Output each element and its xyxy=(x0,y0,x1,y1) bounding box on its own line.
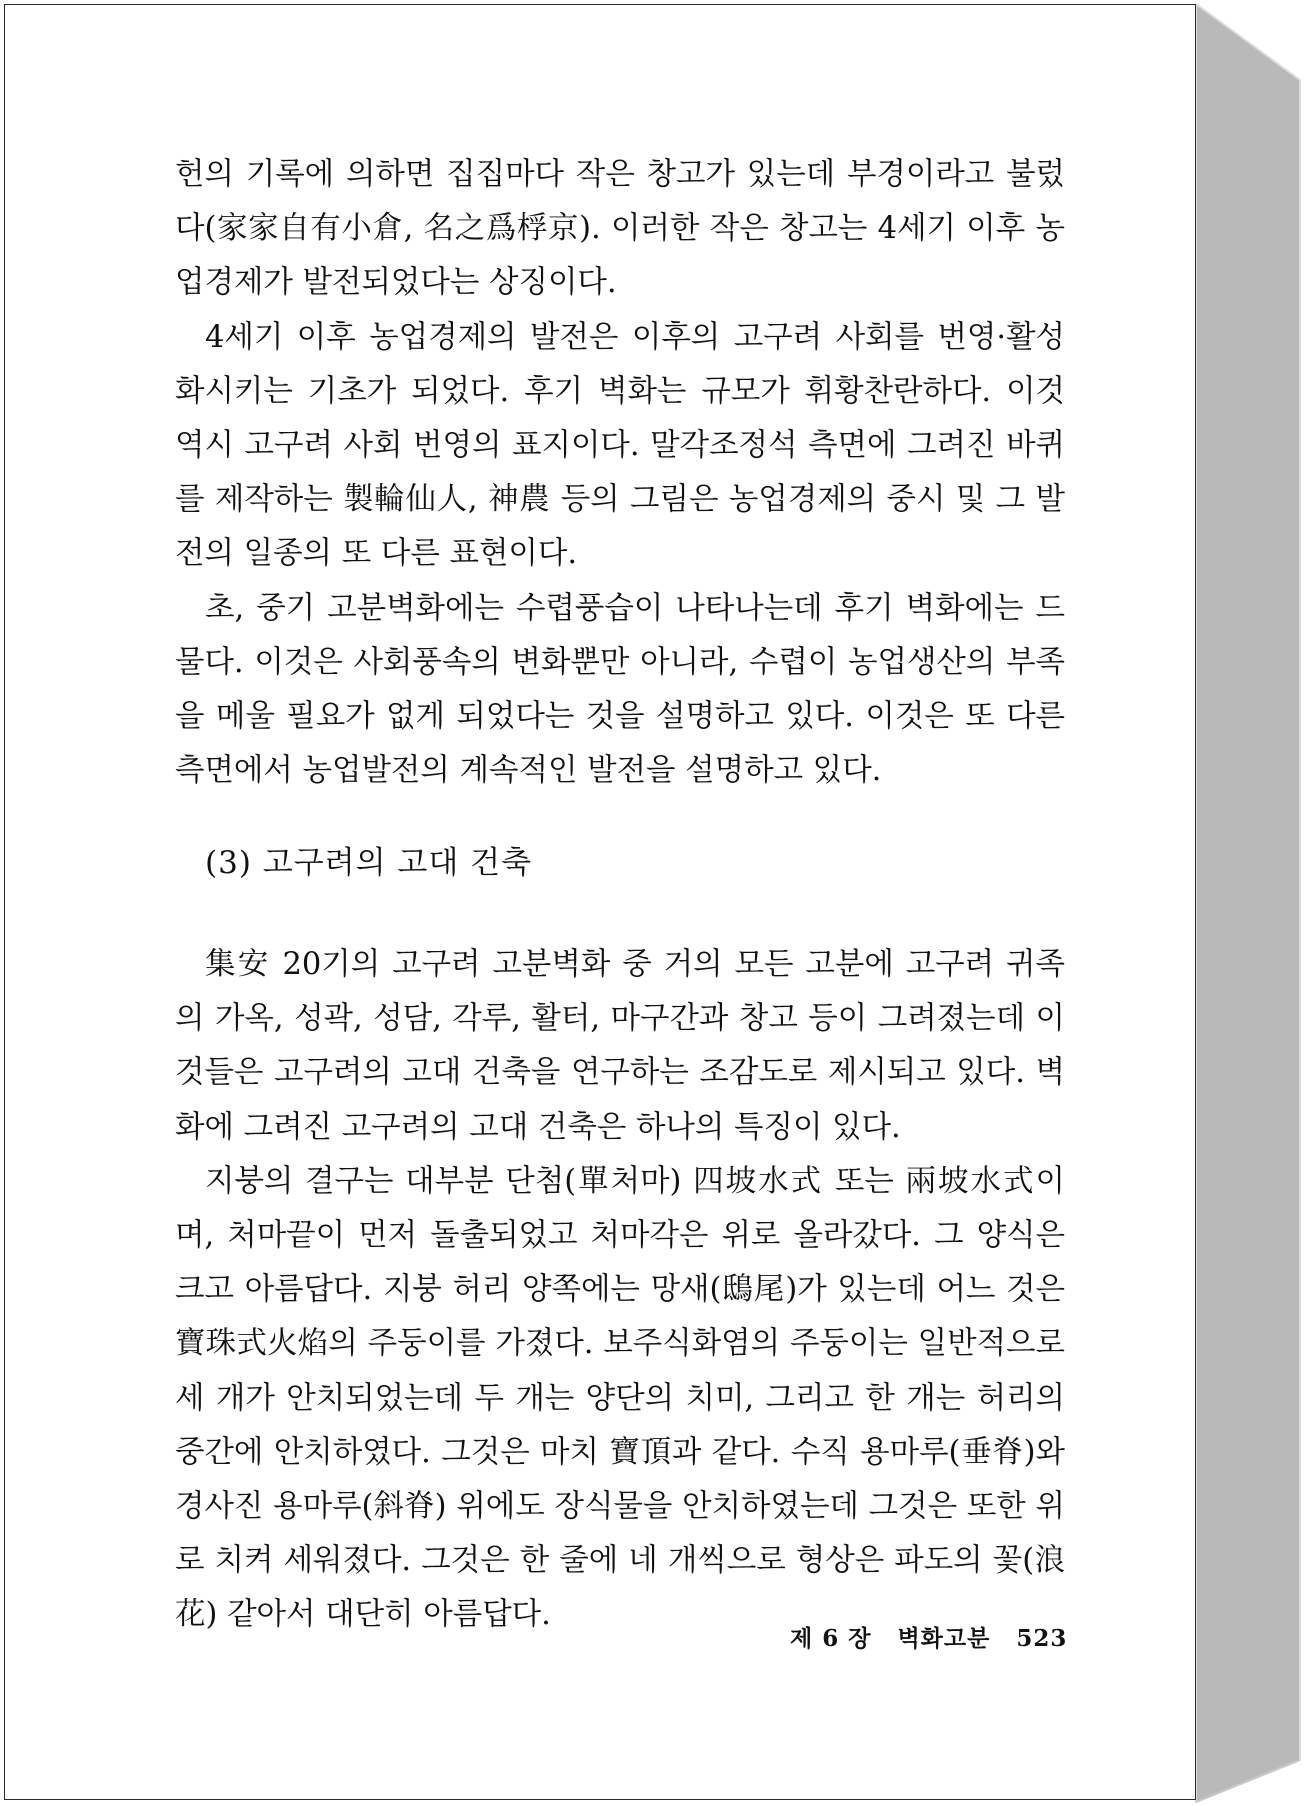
paragraph: 초, 중기 고분벽화에는 수렵풍습이 나타나는데 후기 벽화에는 드물다. 이것은 사회풍속의 변화뿐만 아니라, 수렵이 농업생산의 부족을 메울 필요가 없게 되었다는 것을 설명하고 있다. 이것은 또 다른 측면에서 농업발전의 계속적인 발전을 설명하고 있다. xyxy=(175,590,1065,789)
footer-chapter: 제 6 장 xyxy=(790,1625,872,1652)
paragraph: 헌의 기록에 의하면 집집마다 작은 창고가 있는데 부경이라고 불렀다(家家自有小倉, 名之爲桴京). 이러한 작은 창고는 4세기 이후 농업경제가 발전되었다는 상징이다. xyxy=(175,157,1065,301)
page-number: 523 xyxy=(1016,1625,1068,1652)
paragraph: 集安 20기의 고구려 고분벽화 중 거의 모든 고분에 고구려 귀족의 가옥, 성곽, 성담, 각루, 활터, 마구간과 창고 등이 그려졌는데 이것들은 고구려의 고대 건축을 연구하는 조감도로 제시되고 있다. 벽화에 그려진 고구려의 고대 건축은 하나의 특징이 있다. xyxy=(175,947,1065,1145)
paragraph: 지붕의 결구는 대부분 단첨(單처마) 四坡水式 또는 兩坡水式이며, 처마끝이 먼저 돌출되었고 처마각은 위로 올라갔다. 그 양식은 크고 아름답다. 지붕 허리 양쪽에는 망새(鴟尾)가 있는데 어느 것은 寶珠式火焰의 주둥이를 가졌다. 보주식화염의 주둥이는 일반적으로 세 개가 안치되었는데 두 개는 양단의 치미, 그리고 한 개는 허리의 중간에 안치하였다. 그것은 마치 寶頂과 같다. 수직 용마루(垂脊)와 경사진 용마루(斜脊) 위에도 장식물을 안치하였는데 그것은 또한 위로 치켜 세워졌다. 그것은 한 줄에 네 개씩으로 형상은 파도의 꽃(浪花) 같아서 대단히 아름답다. xyxy=(175,1163,1065,1633)
footer-chapter-title: 벽화고분 xyxy=(897,1625,991,1652)
paragraph: 4세기 이후 농업경제의 발전은 이후의 고구려 사회를 번영·활성화시키는 기초가 되었다. 후기 벽화는 규모가 휘황찬란하다. 이것 역시 고구려 사회 번영의 표지이다. 말각조정석 측면에 그려진 바퀴를 제작하는 製輪仙人, 神農 등의 그림은 농업경제의 중시 및 그 발전의 일종의 또 다른 표현이다. xyxy=(175,319,1065,572)
body-text-lower xyxy=(175,938,1065,1643)
running-footer xyxy=(790,1620,1067,1653)
body-text-upper xyxy=(175,148,1065,798)
section-heading: (3) 고구려의 고대 건축 xyxy=(205,845,533,881)
